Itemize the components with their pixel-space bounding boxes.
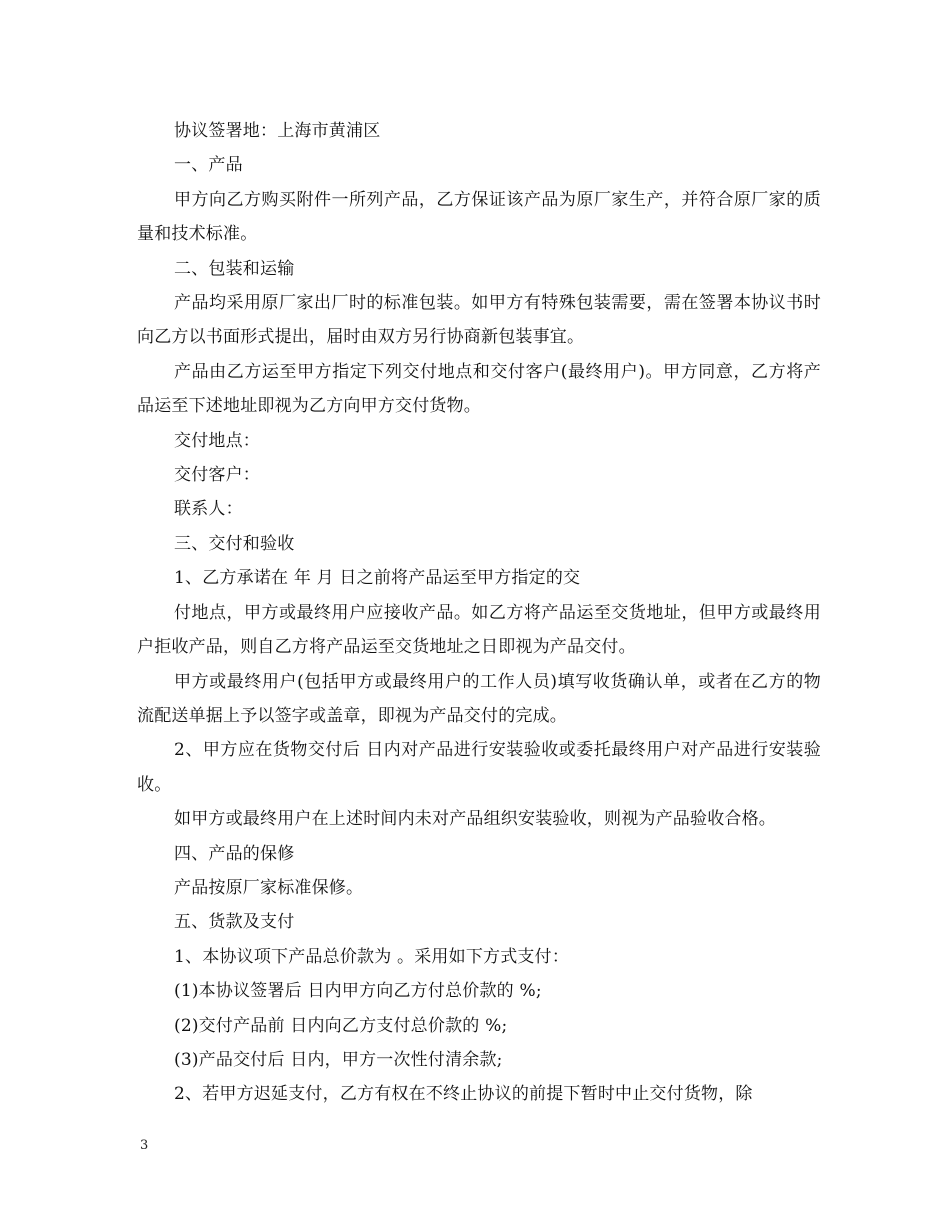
paragraph: 2、甲方应在货物交付后 日内对产品进行安装验收或委托最终用户对产品进行安装验收。 xyxy=(137,740,821,795)
page-number: 3 xyxy=(140,1138,149,1153)
signing-location: 协议签署地：上海市黄浦区 xyxy=(174,121,381,141)
payment-term-item: (1)本协议签署后 日内甲方向乙方付总价款的 %; xyxy=(174,981,542,1002)
delivery-location-field: 交付地点： xyxy=(174,430,260,451)
section-heading-product: 一、产品 xyxy=(174,155,243,176)
paragraph: 甲方向乙方购买附件一所列产品，乙方保证该产品为原厂家生产，并符合原厂家的质量和技术标准。 xyxy=(137,189,821,245)
section-heading-warranty: 四、产品的保修 xyxy=(174,843,295,864)
section-heading-payment: 五、货款及支付 xyxy=(174,912,295,933)
paragraph: 付地点，甲方或最终用户应接收产品。如乙方将产品运至交货地址，但甲方或最终用户拒收产品，则自乙方将产品运至交货地址之日即视为产品交付。 xyxy=(137,602,821,658)
paragraph: 产品均采用原厂家出厂时的标准包装。如甲方有特殊包装需要，需在签署本协议书时向乙方以书面形式提出，届时由双方另行协商新包装事宜。 xyxy=(137,293,821,348)
paragraph: 产品由乙方运至甲方指定下列交付地点和交付客户(最终用户)。甲方同意，乙方将产品运至下述地址即视为乙方向甲方交付货物。 xyxy=(137,361,821,417)
contact-person-field: 联系人： xyxy=(174,499,243,520)
paragraph: 1、本协议项下产品总价款为 。采用如下方式支付： xyxy=(174,946,570,967)
paragraph: 甲方或最终用户(包括甲方或最终用户的工作人员)填写收货确认单，或者在乙方的物流配送单据上予以签字或盖章，即视为产品交付的完成。 xyxy=(137,671,821,726)
section-heading-packaging: 二、包装和运输 xyxy=(174,258,295,279)
paragraph: 2、若甲方迟延支付，乙方有权在不终止协议的前提下暂时中止交付货物，除 xyxy=(174,1084,753,1105)
payment-term-item: (2)交付产品前 日内向乙方支付总价款的 %; xyxy=(174,1015,508,1036)
payment-term-item: (3)产品交付后 日内，甲方一次性付清余款; xyxy=(174,1049,503,1070)
paragraph: 产品按原厂家标准保修。 xyxy=(174,877,364,898)
delivery-customer-field: 交付客户： xyxy=(174,465,260,486)
document-body xyxy=(137,114,821,1112)
section-heading-delivery: 三、交付和验收 xyxy=(174,533,295,554)
paragraph: 如甲方或最终用户在上述时间内未对产品组织安装验收，则视为产品验收合格。 xyxy=(174,809,776,830)
paragraph: 1、乙方承诺在 年 月 日之前将产品运至甲方指定的交 xyxy=(174,568,581,589)
